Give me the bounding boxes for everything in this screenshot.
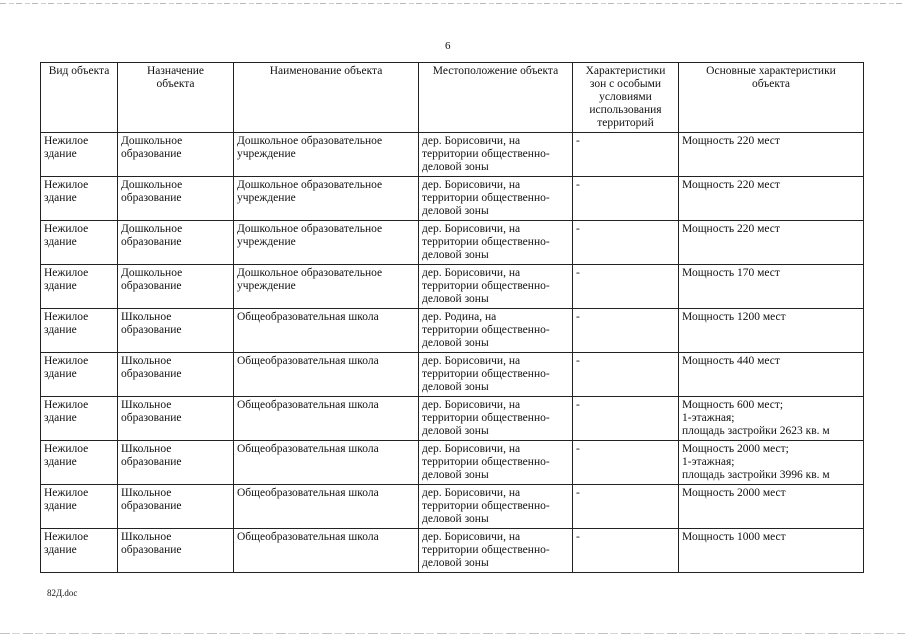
cell-object-name: Дошкольное образовательное учреждение: [234, 265, 419, 309]
cell-object-type: Нежилое здание: [41, 221, 118, 265]
cell-special-zones: -: [573, 309, 679, 353]
scan-edge-top: [0, 3, 905, 4]
cell-object-purpose: Школьное образование: [118, 485, 234, 529]
cell-main-characteristics: Мощность 220 мест: [679, 133, 864, 177]
cell-special-zones: -: [573, 133, 679, 177]
cell-object-location: дер. Борисовичи, на территории общественно- деловой зоны: [419, 353, 573, 397]
cell-object-type: Нежилое здание: [41, 353, 118, 397]
cell-special-zones: -: [573, 397, 679, 441]
table-row: [41, 441, 864, 485]
cell-object-name: Дошкольное образовательное учреждение: [234, 177, 419, 221]
table-row: [41, 529, 864, 573]
cell-object-name: Дошкольное образовательное учреждение: [234, 221, 419, 265]
cell-main-characteristics: Мощность 2000 мест: [679, 485, 864, 529]
cell-object-type: Нежилое здание: [41, 529, 118, 573]
cell-object-type: Нежилое здание: [41, 441, 118, 485]
table-row: [41, 397, 864, 441]
cell-special-zones: -: [573, 353, 679, 397]
cell-main-characteristics: Мощность 2000 мест; 1-этажная; площадь застройки 3996 кв. м: [679, 441, 864, 485]
cell-special-zones: -: [573, 221, 679, 265]
cell-object-type: Нежилое здание: [41, 397, 118, 441]
cell-object-name: Общеобразовательная школа: [234, 353, 419, 397]
cell-special-zones: -: [573, 441, 679, 485]
cell-main-characteristics: Мощность 600 мест; 1-этажная; площадь застройки 2623 кв. м: [679, 397, 864, 441]
cell-object-name: Общеобразовательная школа: [234, 485, 419, 529]
cell-object-location: дер. Родина, на территории общественно- деловой зоны: [419, 309, 573, 353]
cell-object-purpose: Школьное образование: [118, 353, 234, 397]
cell-object-purpose: Школьное образование: [118, 397, 234, 441]
header-main-characteristics: Основные характеристики объекта: [679, 63, 864, 133]
cell-object-purpose: Дошкольное образование: [118, 221, 234, 265]
cell-special-zones: -: [573, 485, 679, 529]
cell-special-zones: -: [573, 177, 679, 221]
cell-main-characteristics: Мощность 1000 мест: [679, 529, 864, 573]
cell-object-purpose: Дошкольное образование: [118, 133, 234, 177]
table-row: [41, 221, 864, 265]
cell-object-location: дер. Борисовичи, на территории общественно- деловой зоны: [419, 397, 573, 441]
cell-object-location: дер. Борисовичи, на территории общественно- деловой зоны: [419, 265, 573, 309]
table-row: [41, 265, 864, 309]
header-object-name: Наименование объекта: [234, 63, 419, 133]
cell-main-characteristics: Мощность 440 мест: [679, 353, 864, 397]
cell-object-name: Общеобразовательная школа: [234, 309, 419, 353]
cell-object-purpose: Дошкольное образование: [118, 265, 234, 309]
footer-filename: 82Д.doc: [47, 588, 78, 598]
header-row: [41, 63, 864, 133]
cell-object-type: Нежилое здание: [41, 485, 118, 529]
cell-object-name: Общеобразовательная школа: [234, 529, 419, 573]
cell-object-location: дер. Борисовичи, на территории общественно- деловой зоны: [419, 177, 573, 221]
table-row: [41, 309, 864, 353]
cell-object-name: Дошкольное образовательное учреждение: [234, 133, 419, 177]
cell-object-location: дер. Борисовичи, на территории общественно- деловой зоны: [419, 529, 573, 573]
cell-object-purpose: Школьное образование: [118, 529, 234, 573]
cell-object-name: Общеобразовательная школа: [234, 441, 419, 485]
header-object-purpose: Назначение объекта: [118, 63, 234, 133]
cell-main-characteristics: Мощность 220 мест: [679, 177, 864, 221]
table-header: [41, 63, 864, 133]
cell-object-location: дер. Борисовичи, на территории общественно- деловой зоны: [419, 441, 573, 485]
cell-object-purpose: Дошкольное образование: [118, 177, 234, 221]
cell-object-purpose: Школьное образование: [118, 309, 234, 353]
cell-object-type: Нежилое здание: [41, 133, 118, 177]
cell-object-purpose: Школьное образование: [118, 441, 234, 485]
cell-main-characteristics: Мощность 170 мест: [679, 265, 864, 309]
header-object-type: Вид объекта: [41, 63, 118, 133]
header-object-location: Местоположение объекта: [419, 63, 573, 133]
table-row: [41, 133, 864, 177]
cell-object-name: Общеобразовательная школа: [234, 397, 419, 441]
cell-object-type: Нежилое здание: [41, 177, 118, 221]
cell-object-location: дер. Борисовичи, на территории общественно- деловой зоны: [419, 133, 573, 177]
cell-object-type: Нежилое здание: [41, 265, 118, 309]
cell-main-characteristics: Мощность 220 мест: [679, 221, 864, 265]
scan-edge-bottom: [0, 633, 905, 634]
cell-special-zones: -: [573, 529, 679, 573]
table-row: [41, 177, 864, 221]
objects-table: [40, 62, 864, 573]
header-special-zones: Характеристики зон с особыми условиями использования территорий: [573, 63, 679, 133]
cell-object-location: дер. Борисовичи, на территории общественно- деловой зоны: [419, 221, 573, 265]
cell-object-location: дер. Борисовичи, на территории общественно- деловой зоны: [419, 485, 573, 529]
cell-object-type: Нежилое здание: [41, 309, 118, 353]
page-number: 6: [445, 40, 451, 52]
table-body: [41, 133, 864, 573]
table-row: [41, 353, 864, 397]
table-row: [41, 485, 864, 529]
cell-special-zones: -: [573, 265, 679, 309]
cell-main-characteristics: Мощность 1200 мест: [679, 309, 864, 353]
